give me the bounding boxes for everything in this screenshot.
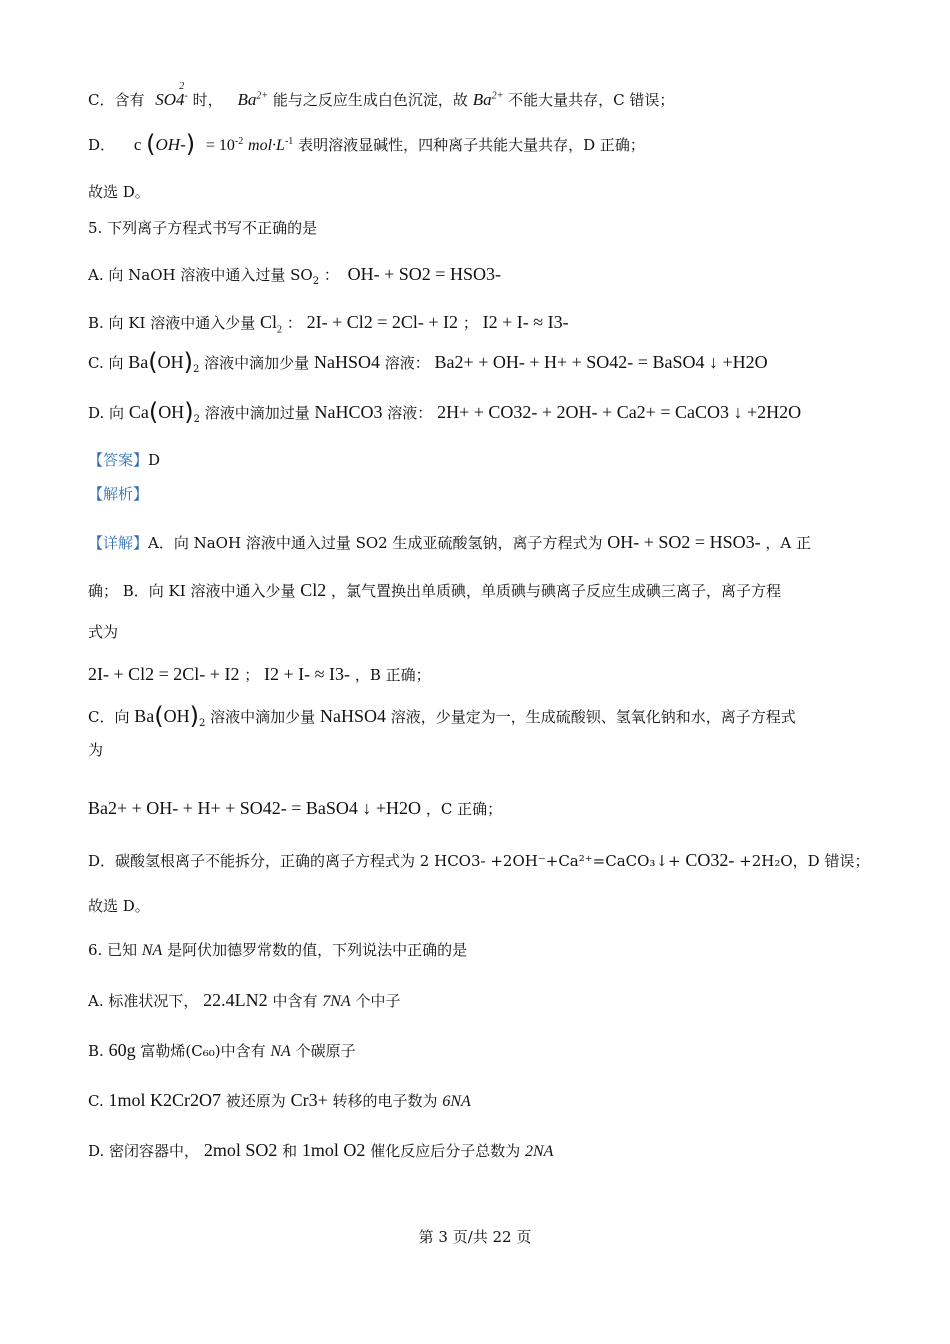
hydroxide: OH [157, 352, 184, 372]
option-label: A. 向 NaOH 溶液中通入过量 SO [88, 266, 313, 284]
paren: ) [183, 348, 194, 376]
ionic-equation: I2 + I- ≈ I3- [482, 312, 569, 332]
quantity: 6NA [442, 1093, 471, 1110]
option-label: C. [88, 1092, 104, 1110]
separator: ； [244, 666, 260, 684]
text: 溶液，少量定为一，生成硫酸钡、氢氧化钠和水，离子方程式 [390, 708, 796, 726]
page-footer: 第 3 页/共 22 页 [418, 1228, 532, 1246]
q6-option-a [88, 988, 860, 1014]
analysis-tag: 【解析】 [88, 485, 149, 503]
q5-option-c [88, 350, 860, 375]
text: C．向 [88, 708, 130, 726]
option-label: D． [88, 136, 116, 154]
text: ，氯气置换出单质碘，单质碘与碘离子反应生成碘三离子，离子方程 [331, 582, 782, 600]
detail-c-line-3 [88, 796, 860, 821]
option-label: A. 标准状况下， [88, 992, 199, 1010]
barium: Ba [134, 706, 155, 726]
calcium: Ca [128, 402, 149, 422]
paren: ) [189, 702, 200, 730]
text: 富勒烯(C₆₀)中含有 [140, 1042, 266, 1060]
subscript: 2 [193, 414, 200, 425]
text: 溶液中滴加少量 [204, 354, 310, 372]
q5-option-b [88, 310, 860, 335]
colon: ： [323, 266, 339, 284]
detail-a-line [88, 530, 860, 555]
text: 确； B．向 KI 溶液中通入少量 [88, 582, 296, 600]
option-label: D. 密闭容器中， [88, 1142, 200, 1160]
q6-option-d [88, 1138, 860, 1164]
paren: ) [184, 398, 194, 426]
hydroxide: OH [158, 402, 185, 422]
avogadro-constant: NA [270, 1043, 291, 1060]
ionic-equation: Ba2+ + OH- + H+ + SO42- = BaSO4 ↓ +H2O [434, 352, 768, 372]
quantity: 1mol K2Cr2O7 [108, 1090, 221, 1110]
text: +2H₂O，D 错误； [739, 852, 870, 870]
barium-ion: $Ba^{2+}$ [472, 90, 504, 109]
text: 溶液中滴加少量 [210, 708, 316, 726]
answer-line [88, 448, 860, 472]
text: 不能大量共存，C 错误； [508, 91, 675, 109]
ionic-equation: 2H+ + CO32- + 2OH- + Ca2+ = CaCO3 ↓ +2H2O [437, 402, 802, 422]
reagent: NaHSO4 [313, 352, 380, 372]
question-6-stem [88, 938, 860, 963]
ionic-equation: OH- + SO2 = HSO3- [347, 264, 501, 284]
paren: ( [154, 702, 164, 730]
option-label: B. 向 KI 溶液中通入少量 [88, 314, 256, 332]
equals-value: = 10 [205, 137, 235, 154]
detail-b-line-1 [88, 578, 860, 603]
ionic-equation: Ba2+ + OH- + H+ + SO42- = BaSO4 ↓ +H2O [88, 798, 422, 818]
text: 个中子 [355, 992, 401, 1010]
detail-b-line-2: 式为 [88, 623, 119, 641]
q6-option-c [88, 1088, 860, 1114]
ionic-equation: OH- + SO2 = HSO3- [607, 532, 761, 552]
subscript: 2 [199, 718, 206, 729]
detail-c-line-1 [88, 704, 860, 729]
quantity: 60g [108, 1040, 136, 1060]
choose-line: 故选 D。 [88, 183, 150, 201]
detail-tag: 【详解】 [88, 534, 149, 552]
detail-d-line [88, 848, 870, 873]
text: 是阿伏加德罗常数的值，下列说法中正确的是 [167, 941, 468, 959]
text: 溶液： [384, 354, 430, 372]
carbonate-ion: CO32- [685, 850, 735, 870]
analysis-line [88, 482, 860, 506]
separator: ； [462, 314, 478, 332]
unit: mol·L [248, 137, 285, 154]
concentration-symbol: c [133, 135, 142, 154]
barium-ion: $Ba^{2+}$ [237, 90, 269, 109]
answer-value: D [148, 451, 161, 469]
text: 转移的电子数为 [332, 1092, 438, 1110]
detail-c-line-2: 为 [88, 741, 104, 759]
avogadro-constant: NA [141, 942, 163, 959]
answer-tag: 【答案】 [88, 451, 149, 469]
q5-option-a [88, 262, 860, 287]
chlorine: Cl2 [300, 580, 327, 600]
subscript: 2 [312, 276, 320, 287]
ionic-equation: I2 + I- ≈ I3- [264, 664, 351, 684]
subscript: 2 [193, 364, 200, 375]
chlorine: $Cl_2$ [260, 312, 283, 336]
text: 催化反应后分子总数为 [370, 1142, 521, 1160]
barium: Ba [128, 352, 149, 372]
text: 溶液： [387, 404, 433, 422]
choose-line: 故选 D。 [88, 897, 150, 915]
option-d-explanation [88, 132, 860, 158]
option-c-explanation [88, 81, 860, 112]
paren: ) [185, 130, 196, 158]
reagent: NaHSO4 [319, 706, 386, 726]
quantity: 7NA [322, 993, 351, 1010]
text: ，C 正确； [425, 800, 503, 818]
reagent: NaHCO3 [314, 402, 383, 422]
option-label: C. 向 [88, 354, 124, 372]
q6-option-b [88, 1038, 860, 1064]
exponent: -2 [234, 136, 244, 147]
chromium-ion: Cr3+ [290, 1090, 328, 1110]
quantity: 22.4LN2 [203, 990, 268, 1010]
colon: ： [286, 314, 302, 332]
paren: ( [148, 348, 158, 376]
text: 能与之反应生成白色沉淀，故 [272, 91, 468, 109]
hydroxide-ion: OH- [155, 135, 186, 154]
quantity: 2NA [525, 1143, 554, 1160]
q5-option-d [88, 400, 860, 425]
sulfate-ion: SO4 2 - [155, 81, 188, 109]
text: 6. 已知 [88, 941, 138, 959]
question-5-stem: 5. 下列离子方程式书写不正确的是 [88, 219, 318, 237]
ionic-equation: 2I- + Cl2 = 2Cl- + I2 [306, 312, 459, 332]
hydroxide: OH [163, 706, 190, 726]
ionic-equation: 2I- + Cl2 = 2Cl- + I2 [88, 664, 240, 684]
exponent: -1 [284, 136, 294, 147]
text: 时， [192, 91, 223, 109]
paren: ( [146, 130, 156, 158]
text: ，B 正确； [354, 666, 431, 684]
text: 被还原为 [225, 1092, 286, 1110]
option-label: C．含有 [88, 91, 145, 109]
detail-b-line-3 [88, 662, 860, 687]
text: 中含有 [272, 992, 318, 1010]
text: A．向 NaOH 溶液中通入过量 SO2 生成亚硫酸氢钠，离子方程式为 [148, 534, 603, 552]
text: 个碳原子 [295, 1042, 356, 1060]
option-label: B. [88, 1042, 104, 1060]
text: D．碳酸氢根离子不能拆分，正确的离子方程式为 2 HCO3- +2OH⁻+Ca²⁺=CaCO₃↓+ [88, 852, 681, 870]
text: ，A 正 [765, 534, 811, 552]
paren: ( [148, 398, 159, 426]
text: 和 [282, 1142, 298, 1160]
option-label: D. 向 [88, 404, 125, 422]
quantity: 1mol O2 [301, 1140, 366, 1160]
text: 表明溶液显碱性，四种离子共能大量共存，D 正确； [298, 136, 645, 154]
text: 溶液中滴加过量 [204, 404, 310, 422]
quantity: 2mol SO2 [203, 1140, 278, 1160]
